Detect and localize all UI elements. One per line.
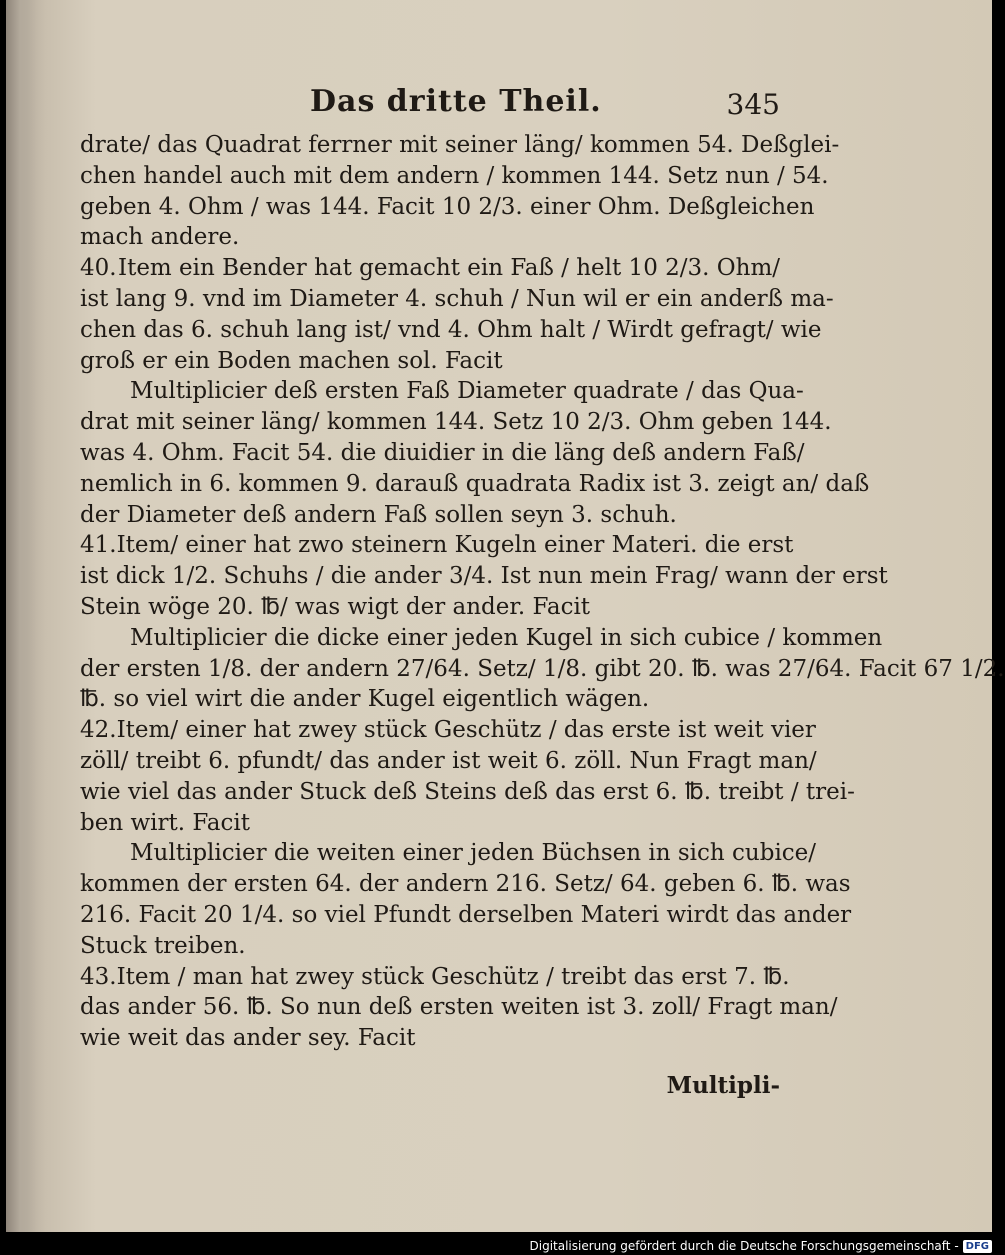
text-line — [80, 192, 815, 223]
line-text: Stuck treiben. — [80, 932, 246, 959]
line-text: zöll/ treibt 6. pfundt/ das ander ist weit 6. zöll. Nun Fragt man/ — [80, 747, 817, 774]
line-text: chen handel auch mit dem andern / kommen 144. Setz nun / 54. — [80, 162, 829, 189]
text-line — [80, 746, 817, 777]
text-line — [80, 284, 834, 315]
text-line — [80, 1023, 780, 1054]
text-line — [80, 869, 851, 900]
text-line — [80, 962, 790, 993]
text-line — [80, 838, 817, 869]
line-text: geben 4. Ohm / was 144. Facit 10 2/3. einer Ohm. Deßgleichen — [80, 193, 815, 220]
dfg-logo: DFG — [963, 1240, 992, 1253]
line-text: ist lang 9. vnd im Diameter 4. schuh / Nun wil er ein anderß ma- — [80, 285, 834, 312]
running-head — [80, 84, 780, 130]
text-line — [80, 376, 804, 407]
text-line — [80, 253, 780, 284]
line-text: drat mit seiner läng/ kommen 144. Setz 10 2/3. Ohm geben 144. — [80, 409, 832, 436]
catchword-row — [80, 1072, 780, 1106]
page-gutter-shadow — [6, 0, 36, 1232]
text-line — [80, 407, 832, 438]
line-text: mach andere. — [80, 224, 240, 251]
line-text: ℔. so viel wirt die ander Kugel eigentlich wägen. — [80, 686, 650, 713]
text-block — [80, 84, 1005, 1106]
text-line — [80, 222, 780, 253]
line-text: groß er ein Boden machen sol. Facit — [80, 347, 503, 374]
line-text: Item/ einer hat zwo steinern Kugeln einer Materi. die erst — [116, 532, 794, 559]
text-line — [80, 346, 780, 377]
text-line — [80, 684, 780, 715]
text-line — [80, 500, 780, 531]
problem-number: 40. — [80, 255, 117, 282]
text-line — [80, 931, 780, 962]
line-text: chen das 6. schuh lang ist/ vnd 4. Ohm halt / Wirdt gefragt/ wie — [80, 316, 822, 343]
text-line — [80, 469, 870, 500]
line-text: Item / man hat zwey stück Geschütz / treibt das erst 7. ℔. — [116, 963, 790, 990]
page-number: 345 — [726, 88, 780, 121]
line-text: wie weit das ander sey. Facit — [80, 1025, 416, 1052]
problem-number: 41. — [80, 532, 117, 559]
problem-number: 43. — [80, 963, 117, 990]
line-text: drate/ das Quadrat ferrner mit seiner läng/ kommen 54. Deßglei- — [80, 132, 840, 158]
text-line — [80, 592, 780, 623]
line-text: der Diameter deß andern Faß sollen seyn 3. schuh. — [80, 501, 677, 528]
text-line — [80, 992, 838, 1023]
line-text: Multiplicier die weiten einer jeden Büchsen in sich cubice/ — [130, 840, 817, 867]
line-text: nemlich in 6. kommen 9. darauß quadrata Radix ist 3. zeigt an/ daß — [80, 470, 870, 497]
text-line — [80, 623, 883, 654]
line-text: Multiplicier die dicke einer jeden Kugel in sich cubice / kommen — [130, 624, 883, 651]
line-text: Multiplicier deß ersten Faß Diameter quadrate / das Qua- — [130, 378, 804, 405]
line-text: was 4. Ohm. Facit 54. die diuidier in die läng deß andern Faß/ — [80, 439, 805, 466]
line-text: ben wirt. Facit — [80, 809, 250, 836]
text-line — [80, 161, 829, 192]
line-text: kommen der ersten 64. der andern 216. Setz/ 64. geben 6. ℔. was — [80, 871, 851, 898]
catchword: Multipli- — [666, 1071, 780, 1099]
scanned-page — [6, 0, 1005, 1232]
running-title: Das dritte Theil. — [310, 84, 602, 119]
text-line — [80, 561, 888, 592]
problem-number: 42. — [80, 717, 117, 744]
text-line — [80, 715, 816, 746]
digitization-footer — [530, 1239, 993, 1253]
text-line — [80, 130, 840, 161]
footer-credit: Digitalisierung gefördert durch die Deutsche Forschungsgemeinschaft - — [529, 1239, 959, 1253]
text-line — [80, 654, 1005, 685]
line-text: 216. Facit 20 1/4. so viel Pfundt derselben Materi wirdt das ander — [80, 901, 852, 928]
text-line — [80, 808, 780, 839]
text-line — [80, 530, 794, 561]
text-line — [80, 315, 822, 346]
body-text — [80, 130, 1005, 1054]
line-text: das ander 56. ℔. So nun deß ersten weiten ist 3. zoll/ Fragt man/ — [80, 994, 838, 1021]
line-text: Stein wöge 20. ℔/ was wigt der ander. Facit — [80, 593, 591, 620]
line-text: ist dick 1/2. Schuhs / die ander 3/4. Ist nun mein Frag/ wann der erst — [80, 563, 888, 590]
text-line — [80, 777, 855, 808]
line-text: Item/ einer hat zwey stück Geschütz / das erste ist weit vier — [116, 717, 816, 744]
line-text: wie viel das ander Stuck deß Steins deß das erst 6. ℔. treibt / trei- — [80, 778, 855, 805]
line-text: der ersten 1/8. der andern 27/64. Setz/ 1/8. gibt 20. ℔. was 27/64. Facit 67 1/2. — [80, 655, 1005, 682]
line-text: Item ein Bender hat gemacht ein Faß / helt 10 2/3. Ohm/ — [117, 255, 780, 282]
text-line — [80, 438, 805, 469]
text-line — [80, 900, 852, 931]
